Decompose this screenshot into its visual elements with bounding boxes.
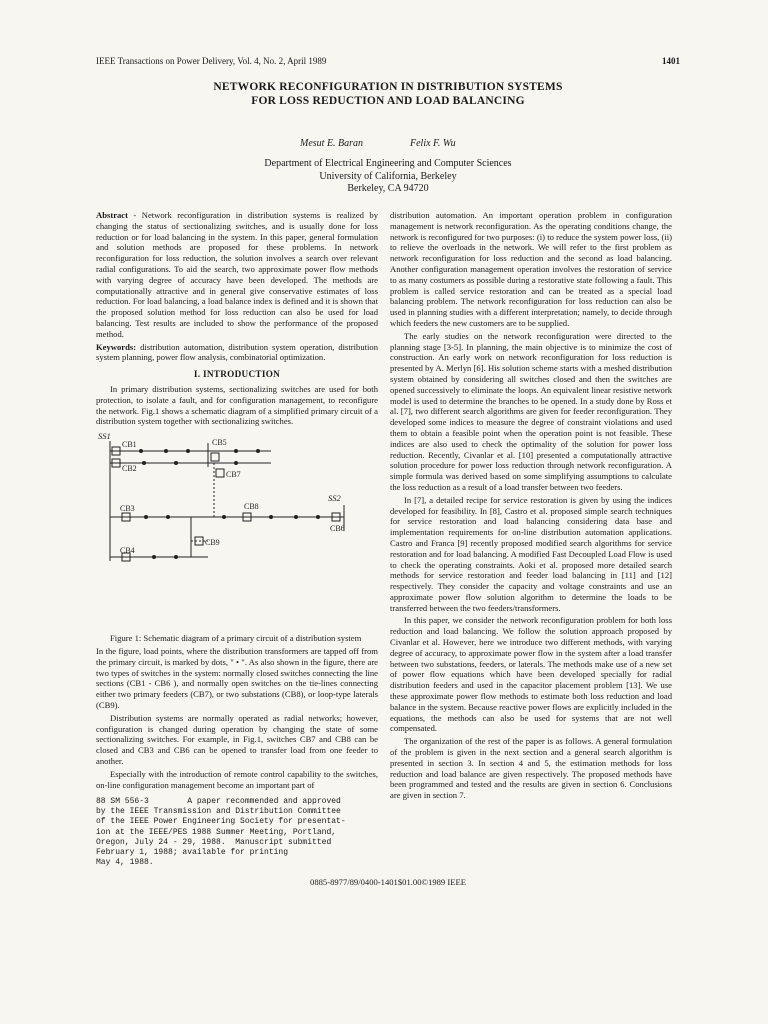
intro-paragraph-4: Especially with the introduction of remote control capability to the switches, on-line configuration management become an important part of	[96, 768, 378, 790]
affiliation	[96, 158, 680, 196]
abstract-label: Abstract	[96, 210, 128, 220]
author-1: Mesut E. Baran	[300, 138, 364, 149]
intro-paragraph-9: The organization of the rest of the paper is as follows. A general formulation of the problem is given in the next section and a general search algorithm is presented in section 3. In section 4 and 5, the estimation methods for loss reduction and load balance are given respectively. The proposed methods have been programmed and tested and the results are given in section 6. Conclusions are given in section 7.	[390, 736, 672, 801]
manuscript-footnote: 88 SM 556-3 A paper recommended and approved by the IEEE Transmission and Distribution Committee of the IEEE Power Engineering Society for presentat- ion at the IEEE/PES 1988 Summer Meeting, Portland, Oregon, July 24 - 29, 1988. Manuscript submitted February 1, 1988; available for printing May 4, 1988.	[96, 797, 346, 868]
figure-1-caption: Figure 1: Schematic diagram of a primary circuit of a distribution system	[110, 633, 362, 644]
keywords	[96, 342, 378, 364]
label-cb2: CB2	[122, 464, 137, 474]
page-number: 1401	[662, 56, 680, 66]
switch-cb5	[211, 453, 219, 461]
affiliation-university: University of California, Berkeley	[319, 170, 457, 182]
intro-paragraph-7: In [7], a detailed recipe for service restoration is given by using the indices developed for feasibility. In [8], Castro et al. proposed simple search techniques for service restoration and load balancing considering data base and implementation requirements for on-line distribution automation applications. Castro and Franca [9] recently proposed modified search algorithms for service restoration and for load balancing. A modified Fast Decoupled Load Flow is used to check the operating constraints. Aoki et al. proposed more detailed search methods for service restoration and feeder load balancing in [11] and [12] respectively. They consider the capacity and voltage constraints and use an approximate power flow solution algorithm to determine the loads to be transferred between the two feeders/transformers.	[390, 494, 672, 613]
label-cb1: CB1	[122, 440, 137, 450]
intro-paragraph-1: In primary distribution systems, sectionalizing switches are used for both protection, to isolate a fault, and for configuration management, to reconfigure the network. Fig.1 shows a schematic diagram of a simplified primary circuit of a distribution system together with sectionalizing switches.	[96, 383, 378, 427]
label-cb5: CB5	[212, 438, 227, 448]
abstract	[96, 210, 378, 340]
affiliation-department: Department of Electrical Engineering and Computer Sciences	[264, 158, 512, 169]
load-point	[294, 515, 298, 519]
load-point	[166, 515, 170, 519]
intro-paragraph-5: distribution automation. An important operation problem in configuration management is network reconfiguration. As the operating conditions change, the network is reconfigured for two purposes: (i) to reduce the system power loss, (ii) to relieve the overloads in the network. We will refer to the first problem as network reconfiguration for loss reduction and the second as load balancing. Another configuration management operation involves the restoration of service to as many costumers as possible during a restorative state following a fault. This problem is called service restoration and can be treated as a special load balancing problem. The network reconfiguration for loss reduction can also be used in planning studies with a different interpretation; namely, to decide through which feeders the new customers are to be supplied.	[390, 210, 672, 328]
label-cb8: CB8	[244, 502, 259, 512]
load-points	[139, 449, 320, 559]
load-point	[269, 515, 273, 519]
load-point	[174, 461, 178, 465]
label-cb4: CB4	[120, 546, 135, 556]
affiliation-location: Berkeley, CA 94720	[347, 183, 429, 194]
copyright-line: 0885-8977/89/0400-1401$01.00©1989 IEEE	[310, 877, 466, 887]
section-heading-introduction: I. INTRODUCTION	[193, 369, 281, 380]
intro-paragraph-3: Distribution systems are normally operated as radial networks; however, configuration is changed during operation by changing the state of some sectionalizing switches. For example, in Fig.1, switches CB7 and CB8 can be closed and CB3 and CB6 can be opened to transfer load from one feeder to another.	[96, 712, 378, 766]
label-ss2: SS2	[328, 493, 341, 504]
abstract-text: - Network reconfiguration in distribution systems is realized by changing the status of sectionalizing switches, and is usually done for loss reduction or for load balancing in the system. In this paper, general formulation and solution methods are proposed for these problems. In network reconfiguration for loss reduction, the solution involves a search over relevant radial configurations. To aid the search, two approximate power flow methods with varying degree of accuracy have been developed. The methods are computationally attractive and in general give conservative estimates of loss reduction. For load balancing, a load balance index is defined and it is shown that the proposed solution method for loss reduction can also be used for load balancing. Test results are included to show the performance of the proposed method.	[96, 210, 378, 339]
load-point	[234, 461, 238, 465]
journal-citation: IEEE Transactions on Power Delivery, Vol. 4, No. 2, April 1989	[96, 56, 327, 66]
right-column	[390, 210, 672, 803]
label-ss1: SS1	[98, 433, 111, 442]
title-line-2: FOR LOSS REDUCTION AND LOAD BALANCING	[251, 95, 525, 107]
paper-title	[96, 80, 680, 108]
intro-paragraph-6: The early studies on the network reconfiguration were directed to the planning stage [3-5]. In planning, the main objective is to minimize the cost of construction. An early work on network reconfiguration for loss reduction is presented by A. Merlyn [6]. His solution scheme starts with a meshed distribution system obtained by considering all switches closed and then the switches are opened successively to eliminate the loops. An equivalent linear resistive network model is used to determine the branches to be opened. In a study done by Ross et al. [7], two different search algorithms are given for feeder reconfiguration. They developed some indices to measure the degree of constraint violations and used them to obtain a feasible point when the operation point is not feasible. These indices are also used to check the optimality of the solution for power loss reduction. Recently, Civanlar et al. [10] presented a computationally attractive solution procedure for power loss reduction through network reconfiguration. A simple formula was derived based on some simplifying assumptions to calculate the loss reduction as a result of a load transfer between two feeders.	[390, 330, 672, 492]
load-point	[174, 555, 178, 559]
load-point	[186, 449, 190, 453]
label-cb6: CB6	[330, 524, 345, 534]
switch-cb7	[216, 469, 224, 477]
load-point	[152, 555, 156, 559]
author-2: Felix F. Wu	[410, 138, 456, 149]
load-point	[142, 461, 146, 465]
label-cb3: CB3	[120, 504, 135, 514]
intro-paragraph-8: In this paper, we consider the network reconfiguration problem for both loss reduction and load balancing. We follow the solution approach proposed by Civanlar et al. However, here we introduce two different methods, with varying degree of accuracy, to approximate power flow in the system after a load transfer between two substations, feeders, or laterals. The methods make use of a new set of power flow equations which have been developed specially for radial distribution feeders and used in the capacitor placement problem [13]. We use these approximate power flow methods to estimate both loss reduction and load balance in the system. Because reactive power flows are explicitly included in the equations, the methods can also be used for systems that are not well compensated.	[390, 615, 672, 734]
load-point	[222, 515, 226, 519]
label-cb9: CB9	[205, 538, 220, 548]
load-point	[164, 449, 168, 453]
load-point	[144, 515, 148, 519]
keywords-label: Keywords:	[96, 341, 137, 352]
load-point	[234, 449, 238, 453]
load-point	[139, 449, 143, 453]
load-point	[256, 449, 260, 453]
load-point	[316, 515, 320, 519]
intro-paragraph-2: In the figure, load points, where the distribution transformers are tapped off from the primary circuit, is marked by dots, " • ". As also shown in the figure, there are two types of switches in the system: normally closed switches connecting the line sections (CB1 - CB6 ), and normally open switches on the tie-lines connecting either two primary feeders (CB7), or two substations (CB8), or loop-type laterals (CB9).	[96, 645, 378, 710]
figure-1-schematic	[96, 433, 378, 631]
label-cb7: CB7	[226, 470, 241, 480]
schematic-diagram	[96, 433, 378, 631]
left-column	[96, 210, 378, 792]
title-line-1: NETWORK RECONFIGURATION IN DISTRIBUTION SYSTEMS	[213, 81, 563, 93]
keywords-text: distribution automation, distribution system operation, distribution system planning, power flow analysis, combinatorial optimization.	[96, 341, 378, 363]
